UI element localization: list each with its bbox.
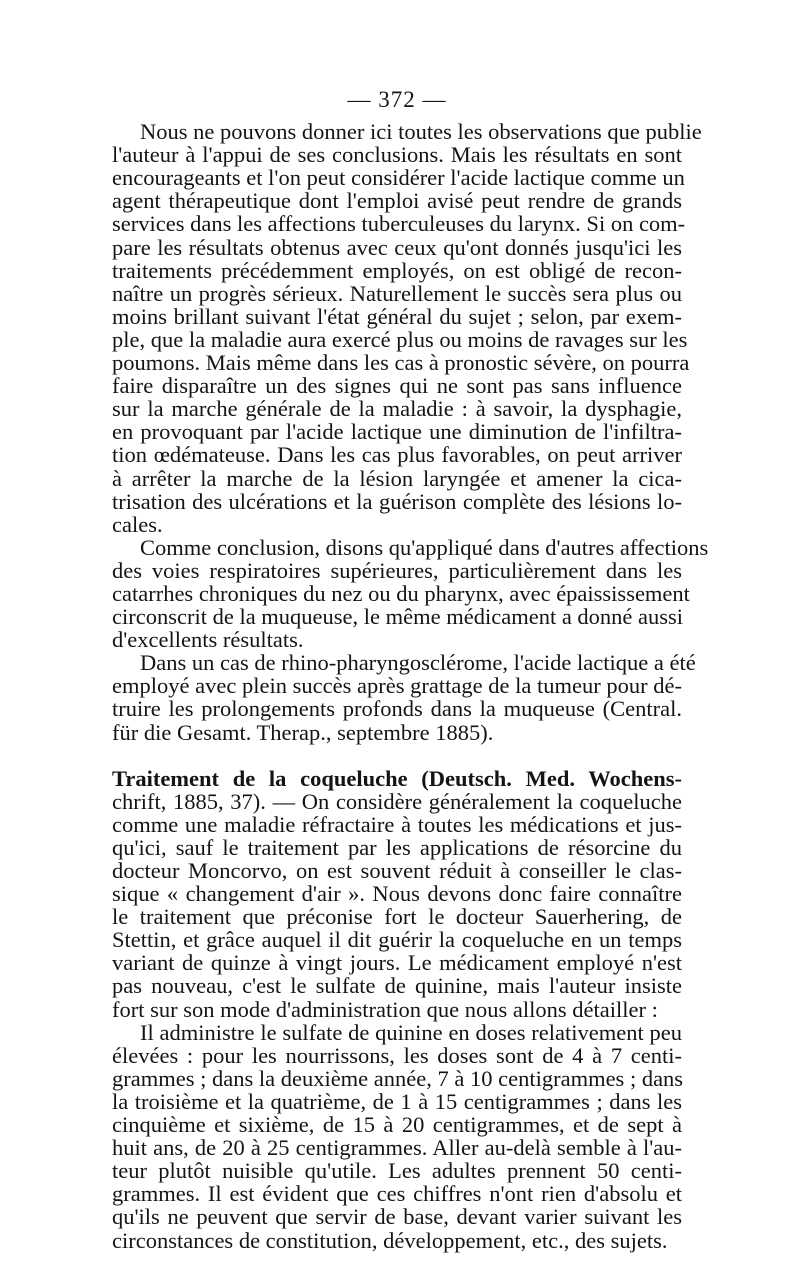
text-line: l'auteur à l'appui de ses conclusions. Mais les résultats en sont bbox=[112, 142, 682, 168]
text-line: le traitement que préconise fort le docteur Sauerhering, de bbox=[112, 904, 682, 930]
text-line: sur la marche générale de la maladie : à savoir, la dysphagie, bbox=[112, 396, 682, 422]
text-line: Nous ne pouvons donner ici toutes les observations que publie bbox=[140, 119, 702, 145]
text-line: qu'ils ne peuvent que servir de base, devant varier suivant les bbox=[112, 1204, 682, 1230]
text-line: Comme conclusion, disons qu'appliqué dans d'autres affections bbox=[140, 534, 709, 560]
text-line: für die Gesamt. Therap., septembre 1885). bbox=[112, 719, 494, 745]
text-line: trisation des ulcérations et la guérison complète des lésions lo- bbox=[112, 488, 682, 514]
text-line: agent thérapeutique dont l'emploi avisé peut rendre de grands bbox=[112, 188, 682, 214]
text-line: comme une maladie réfractaire à toutes les médications et jus- bbox=[112, 811, 682, 837]
text-line: grammes ; dans la deuxième année, 7 à 10 centigrammes ; dans bbox=[112, 1065, 684, 1091]
text-line: des voies respiratoires supérieures, particulièrement dans les bbox=[112, 557, 682, 583]
section-whooping-cough bbox=[112, 767, 682, 1021]
paragraph-quinine-doses bbox=[112, 1021, 682, 1252]
text-line: en provoquant par l'acide lactique une diminution de l'infiltra- bbox=[112, 419, 682, 445]
text-line: moins brillant suivant l'état général du sujet ; selon, par exem- bbox=[112, 303, 682, 329]
text-line: teur plutôt nuisible qu'utile. Les adultes prennent 50 centi- bbox=[112, 1158, 682, 1184]
section-spacer bbox=[112, 744, 682, 767]
text-line: variant de quinze à vingt jours. Le médicament employé n'est bbox=[112, 950, 682, 976]
text-line: poumons. Mais même dans les cas à pronostic sévère, on pourra bbox=[112, 350, 690, 376]
text-line: huit ans, de 20 à 25 centigrammes. Aller au-delà semble à l'au- bbox=[112, 1135, 682, 1161]
paragraph-lactic-acid-conclusions bbox=[112, 119, 702, 537]
book-page bbox=[112, 87, 709, 1253]
text-line: élevées : pour les nourrissons, les doses sont de 4 à 7 centi- bbox=[112, 1042, 682, 1068]
text-line: circonscrit de la muqueuse, le même médicament a donné aussi bbox=[112, 604, 684, 630]
text-line: la troisième et la quatrième, de 1 à 15 centigrammes ; dans les bbox=[112, 1088, 682, 1114]
text-line: qu'ici, sauf le traitement par les applications de résorcine du bbox=[112, 834, 682, 860]
text-line: employé avec plein succès après grattage de la tumeur pour dé- bbox=[112, 673, 682, 699]
paragraph-rhinoscleroma bbox=[112, 650, 696, 745]
text-line: traitements précédemment employés, on est obligé de recon- bbox=[112, 257, 682, 283]
text-line: catarrhes chroniques du nez ou du pharynx, avec épaississement bbox=[112, 580, 690, 606]
text-line: à arrêter la marche de la lésion laryngée et amener la cica- bbox=[112, 465, 682, 491]
text-line: grammes. Il est évident que ces chiffres n'ont rien d'absolu et bbox=[112, 1181, 682, 1207]
text-line: sique « changement d'air ». Nous devons donc faire connaître bbox=[112, 881, 682, 907]
text-line: ple, que la maladie aura exercé plus ou moins de ravages sur les bbox=[112, 326, 688, 352]
text-line: naître un progrès sérieux. Naturellement le succès sera plus ou bbox=[112, 280, 682, 306]
text-line: circonstances de constitution, développement, etc., des sujets. bbox=[112, 1227, 668, 1253]
text-line: docteur Moncorvo, on est souvent réduit à conseiller le clas- bbox=[112, 858, 682, 883]
text-line: chrift, 1885, 37). — On considère généralement la coqueluche bbox=[112, 788, 682, 814]
text-line: Il administre le sulfate de quinine en doses relativement peu bbox=[140, 1019, 682, 1045]
text-line: pas nouveau, c'est le sulfate de quinine, mais l'auteur insiste bbox=[112, 973, 682, 999]
text-line: faire disparaître un des signes qui ne sont pas sans influence bbox=[112, 373, 682, 399]
text-line: pare les résultats obtenus avec ceux qu'ont donnés jusqu'ici les bbox=[112, 234, 682, 260]
text-line: services dans les affections tuberculeuses du larynx. Si on com- bbox=[112, 211, 686, 237]
text-line: Stettin, et grâce auquel il dit guérir la coqueluche en un temps bbox=[112, 927, 682, 953]
text-line: encourageants et l'on peut considérer l'acide lactique comme un bbox=[112, 165, 685, 191]
text-line: cales. bbox=[112, 511, 163, 537]
text-line: tion œdémateuse. Dans les cas plus favorables, on peut arriver bbox=[112, 442, 682, 468]
section-heading-line: Traitement de la coqueluche (Deutsch. Med. Wochens- bbox=[112, 765, 682, 791]
text-line: truire les prolongements profonds dans la muqueuse (Central. bbox=[112, 696, 682, 722]
text-line: fort sur son mode d'administration que nous allons détailler : bbox=[112, 996, 658, 1022]
text-line: cinquième et sixième, de 15 à 20 centigrammes, et de sept à bbox=[112, 1112, 682, 1138]
text-line: d'excellents résultats. bbox=[112, 627, 304, 653]
paragraph-conclusion bbox=[112, 534, 709, 653]
text-line: Dans un cas de rhino-pharyngosclérome, l'acide lactique a été bbox=[140, 650, 696, 676]
page-number: — 372 — bbox=[347, 87, 447, 112]
